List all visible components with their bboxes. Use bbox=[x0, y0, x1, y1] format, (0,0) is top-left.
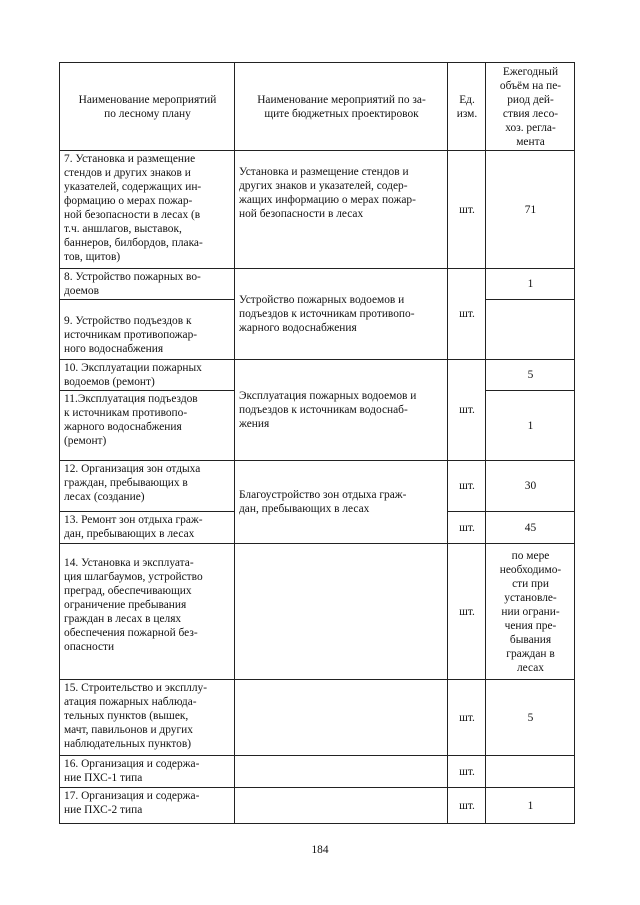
row-9-name: 9. Устройство подъездов к источникам противопожар- ного водоснабжения bbox=[60, 300, 235, 360]
row-7-budget: Установка и размещение стендов и других знаков и указателей, содер- жащих информацию о мерах пожар- ной безопасности в лесах bbox=[235, 151, 448, 269]
row-14-value: по мере необходимо- сти при установле- нии ограни- чения пре- бывания граждан в лесах bbox=[486, 544, 575, 680]
row-12-unit: шт. bbox=[448, 461, 486, 512]
row-15-unit: шт. bbox=[448, 680, 486, 756]
measures-table bbox=[59, 62, 575, 824]
row-7-unit: шт. bbox=[448, 151, 486, 269]
rows-8-9-unit: шт. bbox=[448, 269, 486, 360]
row-17-value: 1 bbox=[486, 788, 575, 824]
row-17-budget bbox=[235, 788, 448, 824]
row-13-name: 13. Ремонт зон отдыха граж- дан, пребывающих в лесах bbox=[60, 512, 235, 544]
row-16-value bbox=[486, 756, 575, 788]
table-row bbox=[60, 788, 575, 824]
row-16-budget bbox=[235, 756, 448, 788]
row-15-budget bbox=[235, 680, 448, 756]
rows-12-13-budget: Благоустройство зон отдыха граж- дан, пребывающих в лесах bbox=[235, 461, 448, 544]
row-14-name: 14. Установка и эксплуата- ция шлагбаумов, устройство преград, обеспечивающих ограничение пребывания граждан в лесах в целях обеспечения пожарной без- опасности bbox=[60, 544, 235, 680]
table-row bbox=[60, 756, 575, 788]
row-11-name: 11.Эксплуатация подъездов к источникам противопо- жарного водоснабжения (ремонт) bbox=[60, 391, 235, 461]
row-17-name: 17. Организация и содержа- ние ПХС-2 типа bbox=[60, 788, 235, 824]
row-8-value: 1 bbox=[486, 269, 575, 300]
table-header-row bbox=[60, 63, 575, 151]
row-15-value: 5 bbox=[486, 680, 575, 756]
row-16-unit: шт. bbox=[448, 756, 486, 788]
row-13-unit: шт. bbox=[448, 512, 486, 544]
header-annual-volume: Ежегодный объём на пе- риод дей- ствия лесо- хоз. регла- мента bbox=[486, 63, 575, 151]
row-7-name: 7. Установка и размещение стендов и других знаков и указателей, содержащих ин- формацию о мерах пожар- ной безопасности в лесах (в т.ч. аншлагов, выставок, баннеров, билбордов, плака- тов, щитов) bbox=[60, 151, 235, 269]
row-14-budget bbox=[235, 544, 448, 680]
row-10-name: 10. Эксплуатации пожарных водоемов (ремонт) bbox=[60, 360, 235, 391]
rows-10-11-budget: Эксплуатация пожарных водоемов и подъездов к источникам водоснаб- жения bbox=[235, 360, 448, 461]
row-12-value: 30 bbox=[486, 461, 575, 512]
row-7-value: 71 bbox=[486, 151, 575, 269]
table-row bbox=[60, 151, 575, 269]
row-13-value: 45 bbox=[486, 512, 575, 544]
page-number: 184 bbox=[311, 844, 329, 856]
rows-8-9-budget: Устройство пожарных водоемов и подъездов к источникам противопо- жарного водоснабжения bbox=[235, 269, 448, 360]
row-10-value: 5 bbox=[486, 360, 575, 391]
table-row bbox=[60, 269, 575, 300]
header-budget: Наименование мероприятий по за- щите бюджетных проектировок bbox=[235, 63, 448, 151]
row-8-name: 8. Устройство пожарных во- доемов bbox=[60, 269, 235, 300]
row-11-value: 1 bbox=[486, 391, 575, 461]
header-forest-plan: Наименование мероприятий по лесному плану bbox=[60, 63, 235, 151]
row-17-unit: шт. bbox=[448, 788, 486, 824]
rows-10-11-unit: шт. bbox=[448, 360, 486, 461]
header-unit: Ед. изм. bbox=[448, 63, 486, 151]
row-9-value bbox=[486, 300, 575, 360]
table-row bbox=[60, 544, 575, 680]
row-16-name: 16. Организация и содержа- ние ПХС-1 типа bbox=[60, 756, 235, 788]
row-15-name: 15. Строительство и экспллу- атация пожарных наблюда- тельных пунктов (вышек, мачт, павильонов и других наблюдательных пунктов) bbox=[60, 680, 235, 756]
table-row bbox=[60, 680, 575, 756]
table-row bbox=[60, 461, 575, 512]
row-12-name: 12. Организация зон отдыха граждан, пребывающих в лесах (создание) bbox=[60, 461, 235, 512]
row-14-unit: шт. bbox=[448, 544, 486, 680]
table-row bbox=[60, 360, 575, 391]
